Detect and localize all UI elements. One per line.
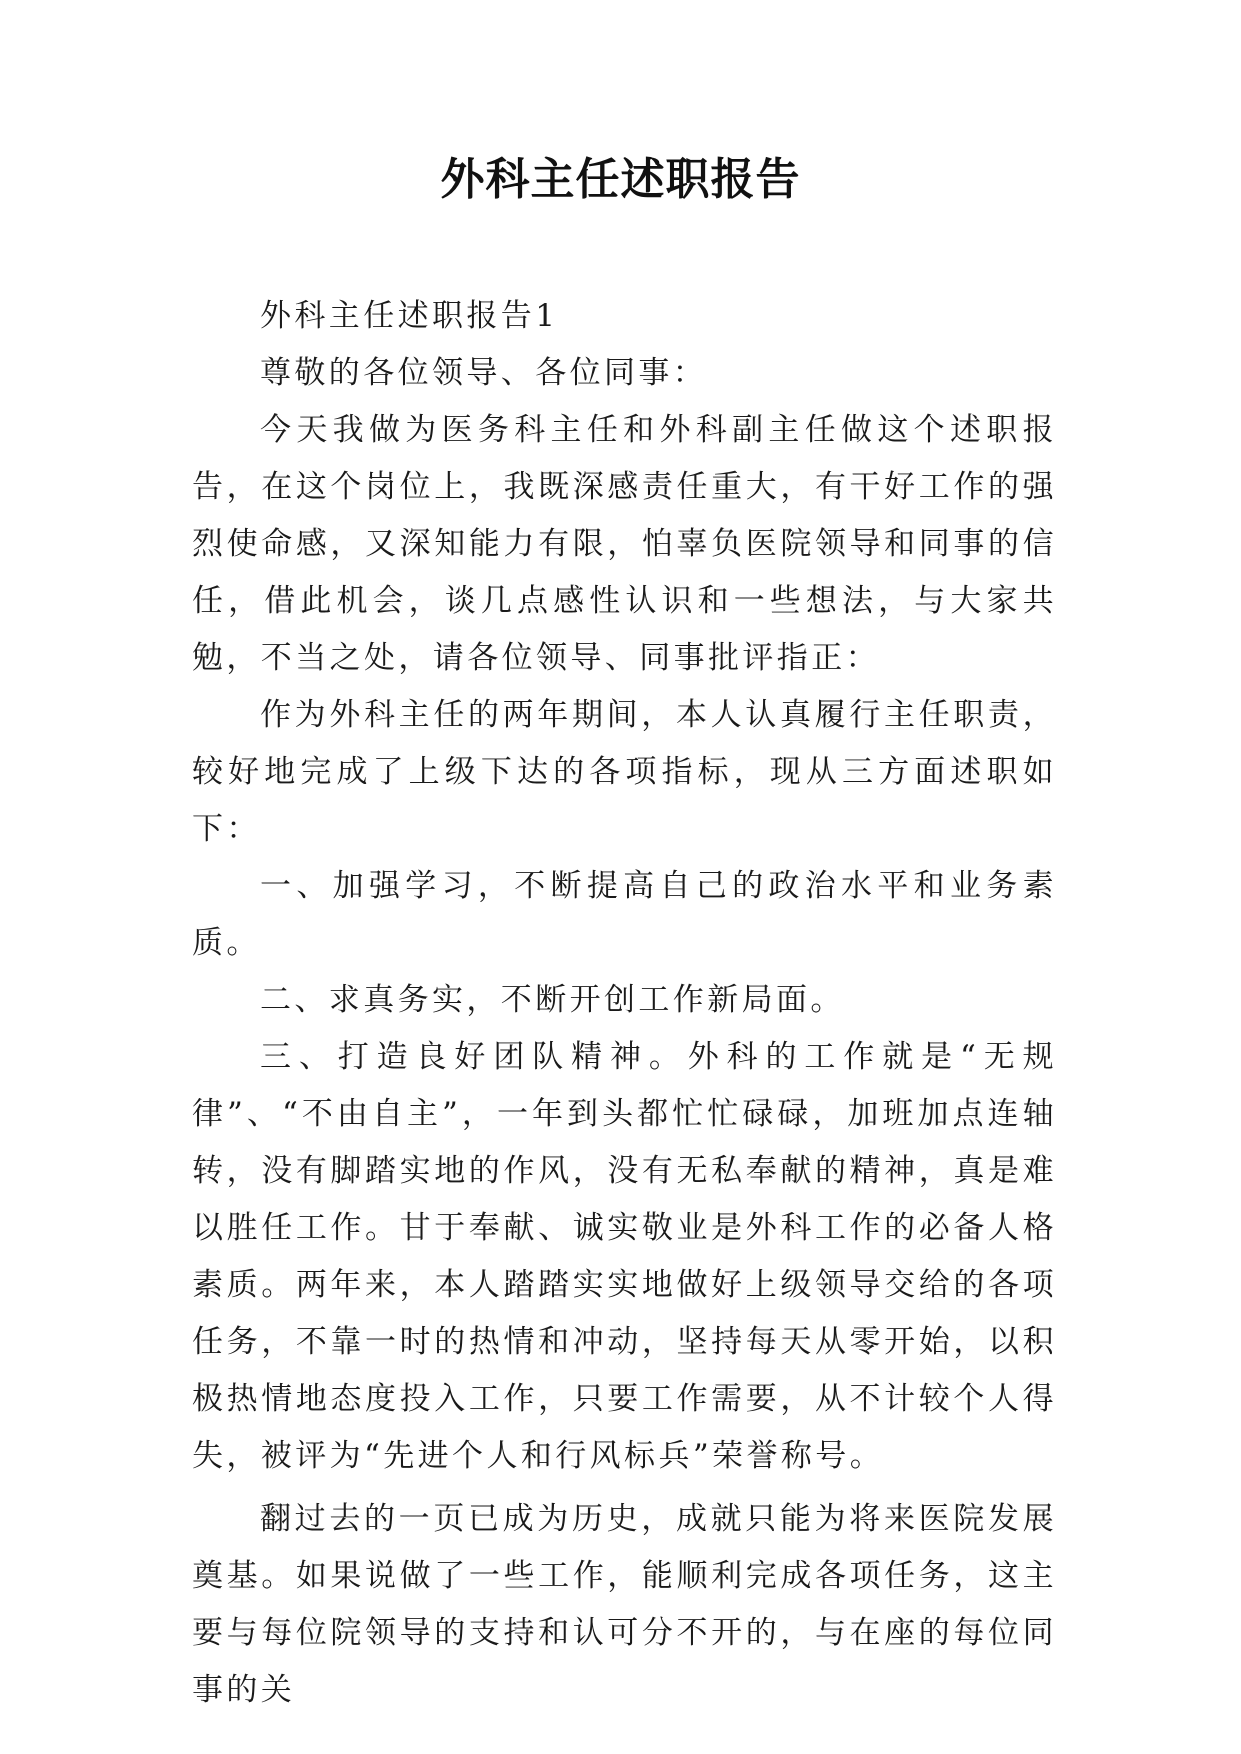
paragraph-point-three: 三、打造良好团队精神。外科的工作就是“无规律”、“不由自主”，一年到头都忙忙碌碌，加班加点连轴转，没有脚踏实地的作风，没有无私奉献的精神，真是难以胜任工作。甘于奉献、诚实敬业是外科工作的必备人格素质。两年来，本人踏踏实实地做好上级领导交给的各项任务，不靠一时的热情和冲动，坚持每天从零开始，以积极热情地态度投入工作，只要工作需要，从不计较个人得失，被评为“先进个人和行风标兵”荣誉称号。 [192, 1039, 1057, 1474]
paragraph-summary: 作为外科主任的两年期间，本人认真履行主任职责，较好地完成了上级下达的各项指标，现从三方面述职如下： [192, 697, 1057, 847]
paragraph-salutation: 尊敬的各位领导、各位同事： [260, 355, 708, 391]
paragraph-heading: 外科主任述职报告1 [260, 298, 559, 334]
paragraph-point-one: 一、加强学习，不断提高自己的政治水平和业务素质。 [192, 868, 1057, 961]
paragraph-point-two: 二、求真务实，不断开创工作新局面。 [260, 982, 845, 1018]
paragraph-intro: 今天我做为医务科主任和外科副主任做这个述职报告，在这个岗位上，我既深感责任重大，有干好工作的强烈使命感，又深知能力有限，怕辜负医院领导和同事的信任，借此机会，谈几点感性认识和一些想法，与大家共勉，不当之处，请各位领导、同事批评指正： [192, 412, 1057, 676]
document-title: 外科主任述职报告 [440, 154, 801, 205]
document-body [192, 288, 1057, 1719]
paragraph-reflection: 翻过去的一页已成为历史，成就只能为将来医院发展奠基。如果说做了一些工作，能顺利完成各项任务，这主要与每位院领导的支持和认可分不开的，与在座的每位同事的关 [192, 1501, 1057, 1708]
